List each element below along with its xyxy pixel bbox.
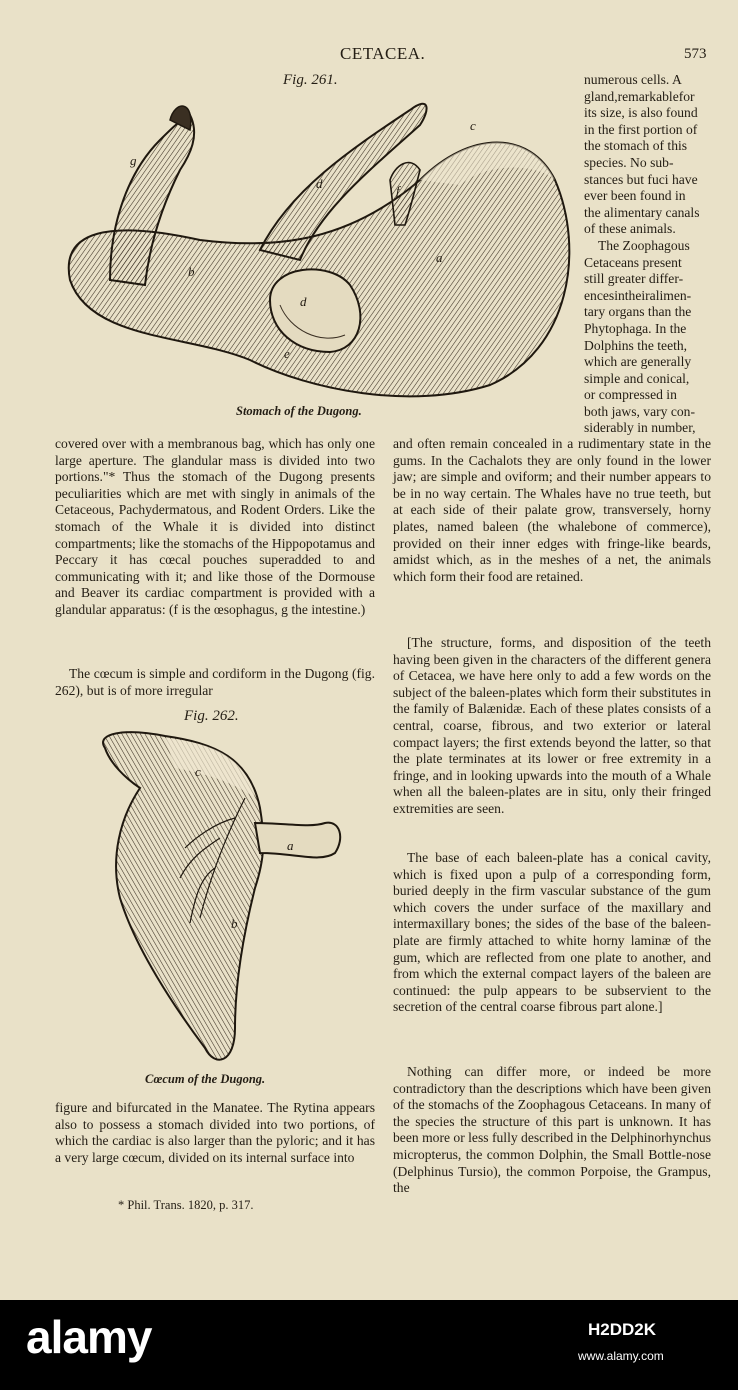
- right-top-line: in the first portion of: [584, 121, 698, 137]
- fig261-letter-b: b: [188, 264, 195, 279]
- fig261-letter-d-lower: d: [300, 294, 307, 309]
- figure-261-illustration: [50, 90, 585, 410]
- right-top-line: still greater differ-: [584, 271, 684, 287]
- figure-262-caption: Cœcum of the Dugong.: [145, 1072, 266, 1086]
- right-top-line: or compressed in: [584, 387, 677, 403]
- right-column-para-4: Nothing can differ more, or indeed be more contradictory than the descriptions which have been given of the stomachs of the Zoophagous Cetaceans. In many of the species the structure of this part is unknown. It has been more or less fully described in the Delphinorhynchus micropterus, the common Dolphin, the Small Bottle-nose (Delphinus Tursio), the common Porpoise, the Grampus, the: [393, 1064, 711, 1196]
- right-top-line: which are generally: [584, 354, 692, 370]
- right-top-line: tary organs than the: [584, 304, 692, 320]
- fig261-letter-c: c: [470, 118, 476, 133]
- fig262-letter-c: c: [195, 764, 201, 779]
- right-top-line: of these animals.: [584, 221, 676, 237]
- right-column-para-2: [The structure, forms, and disposition of the teeth having been given in the characters of the different genera of Cetacea, we have here only to add a few words on the subject of the baleen-plates which form their substitutes in the family of Balænidæ. Each of these plates consists of a central, coarse, fibrous, and two exterior or lateral compact layers; the first extends beyond the latter, so that the plate terminates at its lower or free extremity in a fringe, and in looking upwards into the mouth of a Whale when all the baleen-plates are in situ, only their fringed extremities are seen.: [393, 635, 711, 816]
- watermark-url: www.alamy.com: [578, 1349, 664, 1363]
- running-head: CETACEA.: [340, 44, 426, 63]
- right-top-line: The Zoophagous: [598, 237, 690, 253]
- figure-262-label: Fig. 262.: [184, 708, 239, 724]
- watermark-image-id: H2DD2K: [588, 1320, 657, 1339]
- right-top-line: Dolphins the teeth,: [584, 337, 688, 353]
- fig261-letter-a: a: [436, 250, 443, 265]
- right-top-line: encesintheiralimen-: [584, 287, 692, 303]
- figure-261-label: Fig. 261.: [283, 72, 338, 88]
- left-column-para-2: The cœcum is simple and cordiform in the Dugong (fig. 262), but is of more irregular: [55, 666, 375, 698]
- right-top-line: siderably in number,: [584, 420, 696, 436]
- right-top-line: Cetaceans present: [584, 254, 682, 270]
- right-top-line: gland,remarkablefor: [584, 88, 695, 104]
- right-top-line: simple and conical,: [584, 370, 690, 386]
- left-column-para-3: figure and bifurcated in the Manatee. The Rytina appears also to possess a stomach divided into two portions, of which the cardiac is also larger than the pyloric; and it has a very large cœcum, divided on its internal surface into: [55, 1100, 375, 1165]
- right-top-column: [584, 72, 718, 437]
- fig261-letter-g: g: [130, 153, 137, 168]
- right-top-line: both jaws, vary con-: [584, 403, 695, 419]
- footnote: * Phil. Trans. 1820, p. 317.: [118, 1198, 254, 1212]
- right-column-para-1: and often remain concealed in a rudimentary state in the gums. In the Cachalots they are only found in the lower jaw; are simple and oviform; and their number appears to be in no way certain. The Whales have no true teeth, but at each side of their palate grow, transversely, horny plates, named baleen (the whalebone of commerce), provided on their inner edges with fringe-like beards, amidst which, as in the meshes of a net, the animals which form their food are retained.: [393, 436, 711, 584]
- right-top-line: ever been found in: [584, 188, 686, 204]
- left-column-para-1: covered over with a membranous bag, which has only one large aperture. The glandular mass is divided into two portions."* Thus the stomach of the Dugong presents peculiarities which are met with singly in animals of the Cetaceous, Pachydermatous, and Rodent Orders. Like the stomach of the Whale it is divided into distinct compartments; like the stomachs of the Hippopotamus and Peccary it has cœcal pouches superadded to and communicating with it; and like those of the Dormouse and Beaver its cardiac compartment is provided with a glandular apparatus: (f is the œsophagus, g the intestine.): [55, 436, 375, 617]
- right-top-line: the alimentary canals: [584, 204, 700, 220]
- right-top-line: Phytophaga. In the: [584, 320, 687, 336]
- right-top-line: the stomach of this: [584, 138, 688, 154]
- fig261-letter-d-upper: d: [316, 176, 323, 191]
- watermark-logo: alamy: [26, 1311, 152, 1363]
- figure-262-illustration: [95, 728, 355, 1068]
- fig262-letter-b: b: [231, 916, 238, 931]
- fig261-letter-f: f: [396, 183, 400, 198]
- right-top-line: species. No sub-: [584, 154, 674, 170]
- figure-261-caption: Stomach of the Dugong.: [236, 404, 362, 418]
- fig261-letter-e: e: [284, 346, 290, 361]
- right-top-line: its size, is also found: [584, 105, 698, 121]
- right-top-line: numerous cells. A: [584, 72, 682, 87]
- fig262-letter-a: a: [287, 838, 294, 853]
- right-column-para-3: The base of each baleen-plate has a conical cavity, which is fixed upon a pulp of a corresponding form, buried deeply in the firm vascular substance of the gum which covers the under surface of the maxillary and intermaxillary bones; the sides of the base of the baleen-plate are firmly attached to white horny laminæ of the gum, which are reflected from one plate to another, and from which the external compact layers of the baleen are continued: the pulp appears to be subservient to the secretion of the central coarse fibrous part alone.]: [393, 850, 711, 1015]
- right-top-line: stances but fuci have: [584, 171, 698, 187]
- page-number: 573: [684, 46, 707, 62]
